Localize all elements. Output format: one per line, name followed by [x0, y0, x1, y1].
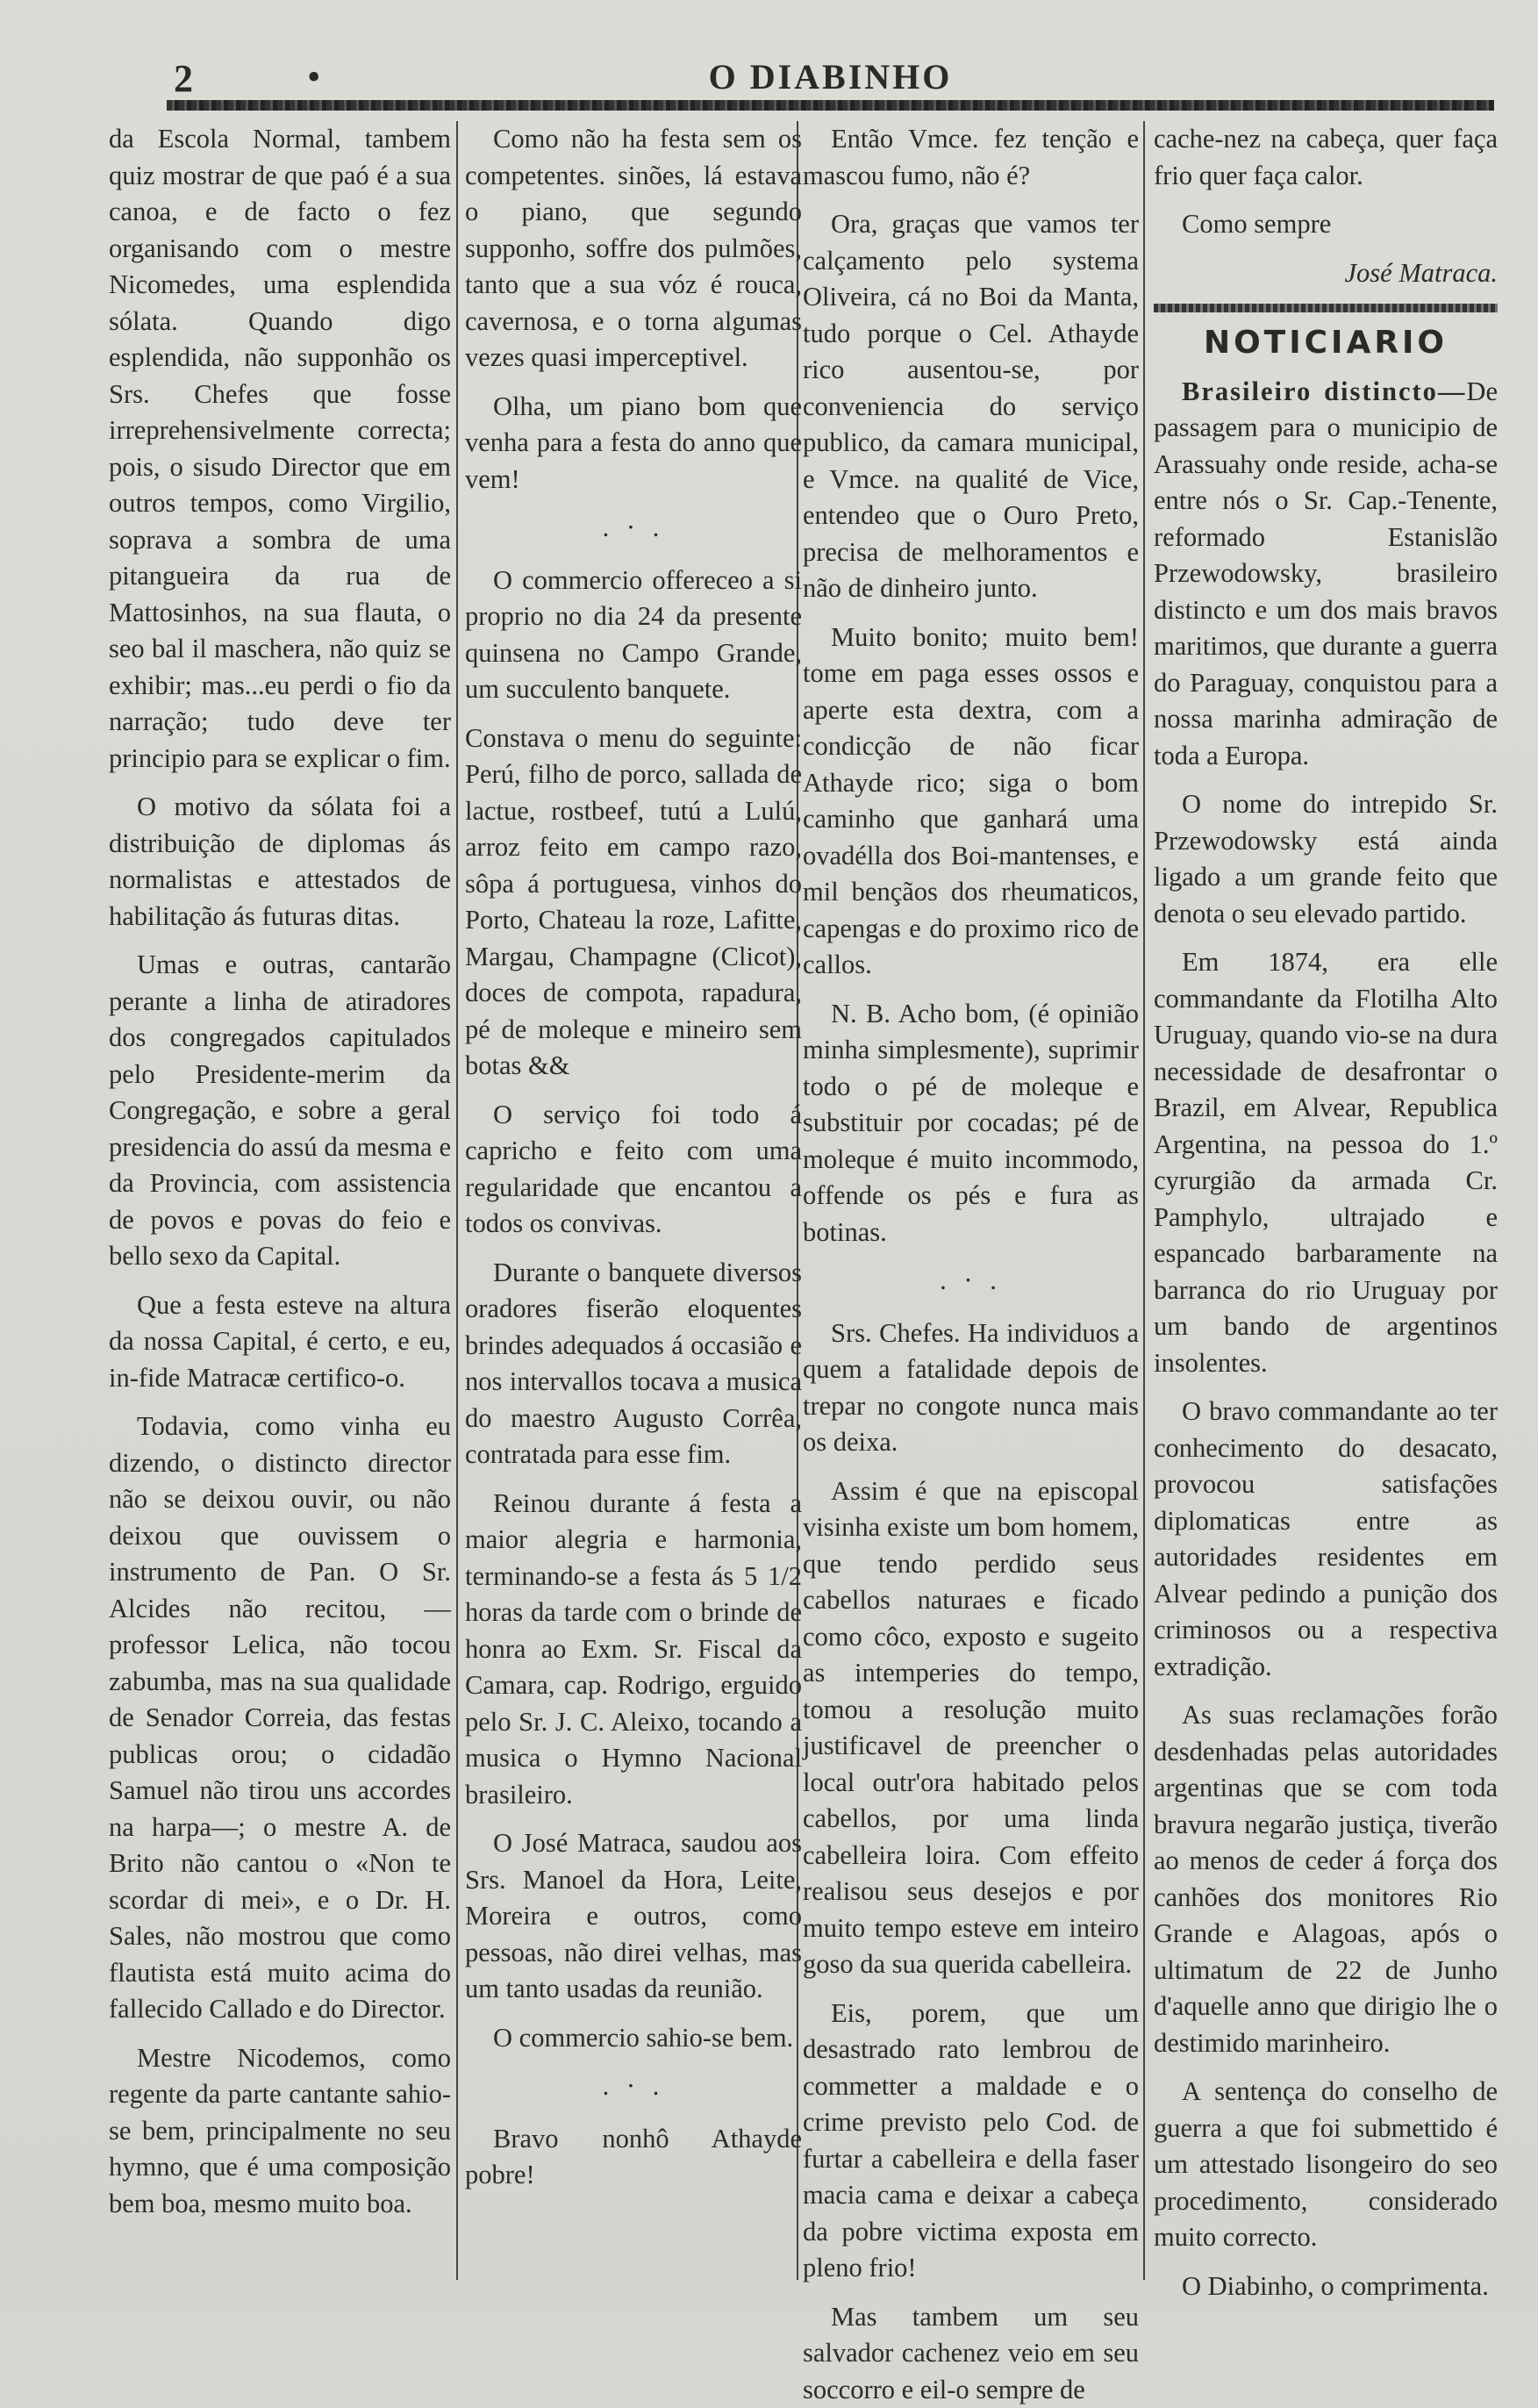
paragraph: Muito bonito; muito bem! tome em paga esses ossos e aperte esta dextra, com a condicção de não ficar Athayde rico; siga o bom caminho que ganhará uma ovadélla dos Boi-mantenses, e mil bençãos dos rheumaticos, capengas e do proximo rico de callos.: [803, 620, 1139, 984]
paragraph: O motivo da sólata foi a distribuição de diplomas ás normalistas e attestados de habilitação ás futuras ditas.: [109, 789, 451, 935]
paragraph: Mas tambem um seu salvador cachenez veio em seu soccorro e eil-o sempre de: [803, 2299, 1139, 2408]
paragraph: O serviço foi todo á capricho e feito com uma regularidade que encantou a todos os convivas.: [465, 1097, 802, 1243]
paragraph: Mestre Nicodemos, como regente da parte cantante sahio-se bem, principalmente no seu hymno, que é uma composição bem boa, mesmo muito boa.: [109, 2040, 451, 2223]
signature: José Matraca.: [1154, 255, 1498, 292]
masthead-rule: [167, 100, 1494, 111]
paragraph: A sentença do conselho de guerra a que foi submettido é um attestado lisongeiro do seo procedimento, considerado muito correcto.: [1154, 2074, 1498, 2256]
section-rule: [1154, 304, 1498, 312]
paragraph: cache-nez na cabeça, quer faça frio quer faça calor.: [1154, 121, 1498, 194]
separator: . · .: [803, 1263, 1139, 1300]
paragraph: Constava o menu do seguinte: Perú, filho de porco, sallada de lactue, rostbeef, tutú a Lulú, arroz feito em campo razo, sôpa á portuguesa, vinhos do Porto, Chateau la roze, Lafitte, Margau, Champagne (Clicot), doces de compota, rapadura, pé de moleque e mineiro sem botas &&: [465, 720, 802, 1085]
paragraph: O bravo commandante ao ter conhecimento do desacato, provocou satisfações diplomaticas entre as autoridades residentes em Alvear pedindo a punição dos criminosos ou a respectiva extradição.: [1154, 1394, 1498, 1685]
paragraph: Bravo nonhô Athayde pobre!: [465, 2121, 802, 2194]
page-number: 2: [174, 56, 193, 101]
paragraph: Como não ha festa sem os competentes. sinões, lá estava o piano, que segundo supponho, soffre dos pulmões, tanto que a sua vóz é rouca, cavernosa, e o torna algumas vezes quasi imperceptivel.: [465, 121, 802, 376]
column-1: [109, 121, 451, 2289]
paragraph: Todavia, como vinha eu dizendo, o distincto director não se deixou ouvir, ou não deixou que ouvissem o instrumento de Pan. O Sr. Alcides não recitou, — professor Lelica, não tocou zabumba, mas na sua qualidade de Senador Correia, das festas publicas orou; o cidadão Samuel não tirou uns accordes na harpa—; o mestre A. de Brito não cantou o «Non te scordar di mei», e o Dr. H. Sales, não mostrou que como flautista está muito acima do fallecido Callado e do Director.: [109, 1408, 451, 2028]
paragraph: O commercio sahio-se bem.: [465, 2020, 802, 2057]
paragraph: N. B. Acho bom, (é opinião minha simplesmente), suprimir todo o pé de moleque e substituir por cocadas; pé de moleque é muito incommodo, offende os pés e fura as botinas.: [803, 996, 1139, 1251]
separator: . · .: [465, 2068, 802, 2105]
column-2: [465, 121, 802, 2289]
column-3: [803, 121, 1139, 2289]
paragraph: da Escola Normal, tambem quiz mostrar de que paó é a sua canoa, e de facto o fez organisando com o mestre Nicomedes, uma esplendida sólata. Quando digo esplendida, não supponhão os Srs. Chefes que fosse irreprehensivelmente correcta; pois, o sisudo Director que em outros tempos, como Virgilio, soprava a sombra de uma pitangueira da rua de Mattosinhos, na sua flauta, o seo bal il maschera, não quiz se exhibir; mas...eu perdi o fio da narração; tudo deve ter principio para se explicar o fim.: [109, 121, 451, 777]
paragraph: De passagem para o municipio de Arassuahy onde reside, acha-se entre nós o Sr. Cap.-Tenente, reformado Estanislão Przewodowsky, brasileiro distincto e um dos mais bravos maritimos, que durante a guerra do Paraguay, conquistou para a nossa marinha admiração de toda a Europa.: [1154, 376, 1498, 770]
paragraph: Então Vmce. fez tenção e mascou fumo, não é?: [803, 121, 1139, 194]
paragraph: Ora, graças que vamos ter calçamento pelo systema Oliveira, cá no Boi da Manta, tudo porque o Cel. Athayde rico ausentou-se, por conveniencia do serviço publico, da camara municipal, e Vmce. na qualité de Vice, entendeo que o Ouro Preto, precisa de melhoramentos e não de dinheiro junto.: [803, 206, 1139, 607]
paragraph: Umas e outras, cantarão perante a linha de atiradores dos congregados capitulados pelo Presidente-merim da Congregação, e sobre a geral presidencia do assú da mesma e da Provincia, com assistencia de povos e povas do feio e bello sexo da Capital.: [109, 947, 451, 1275]
paragraph: Em 1874, era elle commandante da Flotilha Alto Uruguay, quando vio-se na dura necessidade de desafrontar o Brazil, em Alvear, Republica Argentina, na pessoa do 1.º cyrurgião da armada Cr. Pamphylo, ultrajado e espancado barbaramente na barranca do rio Uruguay por um bando de argentinos insolentes.: [1154, 944, 1498, 1381]
paragraph: Srs. Chefes. Ha individuos a quem a fatalidade depois de trepar no congote nunca mais os deixa.: [803, 1315, 1139, 1461]
column-divider: [1143, 121, 1145, 2280]
section-title: NOTICIARIO: [1154, 325, 1498, 362]
paragraph: Olha, um piano bom que venha para a festa do anno que vem!: [465, 389, 802, 498]
paragraph: O nome do intrepido Sr. Przewodowsky está ainda ligado a um grande feito que denota o seu elevado partido.: [1154, 786, 1498, 932]
paragraph: Reinou durante á festa a maior alegria e harmonia, terminando-se a festa ás 5 1/2 horas da tarde com o brinde de honra ao Exm. Sr. Fiscal da Camara, cap. Rodrigo, erguido pelo Sr. J. C. Aleixo, tocando a musica o Hymno Nacional brasileiro.: [465, 1486, 802, 1814]
paragraph: O José Matraca, saudou aos Srs. Manoel da Hora, Leite, Moreira e outros, como pessoas, não direi velhas, mas um tanto usadas da reunião.: [465, 1825, 802, 2008]
newspaper-title: O DIABINHO: [167, 56, 1494, 97]
masthead-dot: •: [307, 54, 320, 99]
paragraph: Que a festa esteve na altura da nossa Capital, é certo, e eu, in-fide Matracæ certifico-o.: [109, 1287, 451, 1397]
column-4: [1154, 121, 1498, 2289]
separator: . · .: [465, 510, 802, 547]
paragraph: Como sempre: [1154, 206, 1498, 243]
paragraph: Assim é que na episcopal visinha existe um bom homem, que tendo perdido seus cabellos naturaes e ficado como côco, exposto e sugeito as intemperies do tempo, tomou a resolução muito justificavel de preencher o local outr'ora habitado pelos cabellos, por uma linda cabelleira loira. Com effeito realisou seus desejos e por muito tempo esteve em inteiro goso da sua querida cabelleira.: [803, 1473, 1139, 1983]
paragraph: As suas reclamações forão desdenhadas pelas autoridades argentinas que se com toda bravura negarão justiça, tiverão ao menos de ceder á força dos canhões dos monitores Rio Grande e Alagoas, após o ultimatum de 22 de Junho d'aquelle anno que dirigio lhe o destimido marinheiro.: [1154, 1697, 1498, 2061]
paragraph: O Diabinho, o comprimenta.: [1154, 2268, 1498, 2305]
paragraph: Eis, porem, que um desastrado rato lembrou de commetter a maldade e o crime previsto pelo Cod. de furtar a cabelleira e della faser macia cama e deixar a cabeça da pobre victima exposta em pleno frio!: [803, 1996, 1139, 2287]
column-divider: [456, 121, 458, 2280]
masthead: [167, 49, 1494, 102]
lead-heading: Brasileiro distincto—: [1182, 376, 1466, 406]
paragraph: Durante o banquete diversos oradores fiserão eloquentes brindes adequados á occasião e nos intervallos tocava a musica do maestro Augusto Corrêa, contratada para esse fim.: [465, 1255, 802, 1473]
paragraph: O commercio offereceo a si proprio no dia 24 da presente quinsena no Campo Grande, um succulento banquete.: [465, 563, 802, 708]
